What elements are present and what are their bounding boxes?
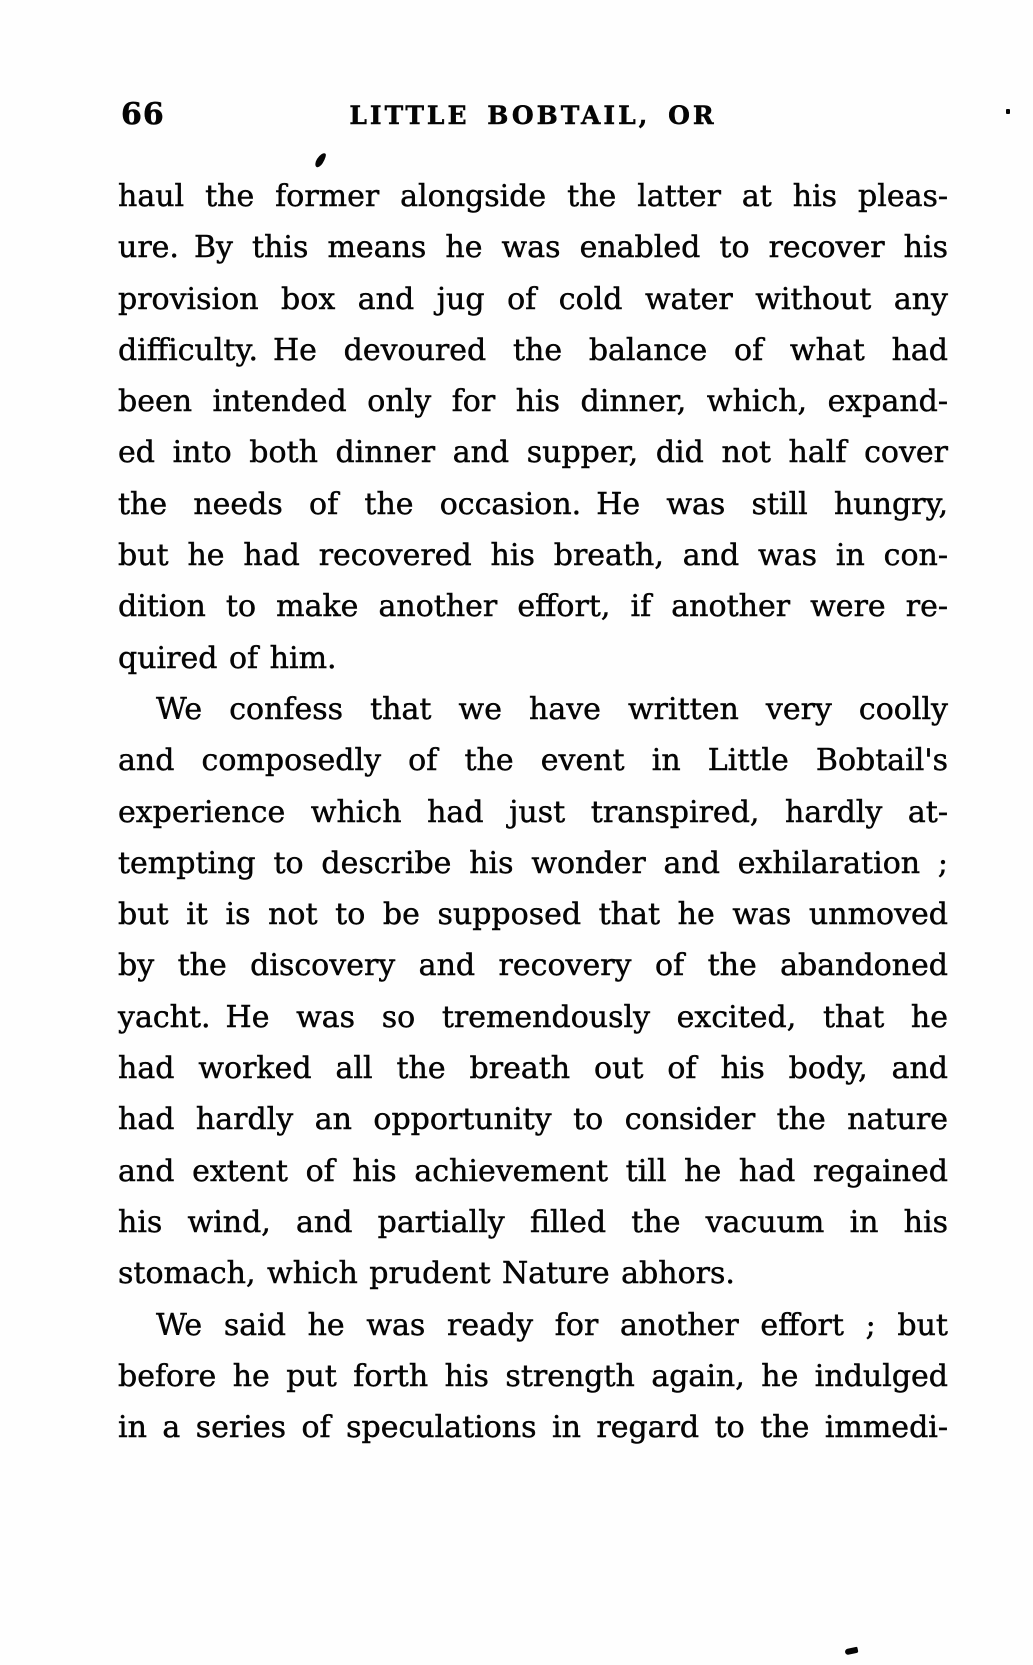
text-line: had worked all the breath out of his body, and xyxy=(118,1051,948,1087)
text-line: yacht. He was so tremendously excited, that he xyxy=(118,999,948,1035)
text-line: difficulty. He devoured the balance of what had xyxy=(118,332,948,368)
scan-artifact-apostrophe xyxy=(313,151,327,168)
page-number: 66 xyxy=(121,97,165,132)
text-line: before he put forth his strength again, he indulged xyxy=(118,1358,948,1394)
text-line: dition to make another effort, if another were re- xyxy=(118,589,948,625)
scan-artifact-dot xyxy=(1006,109,1010,114)
text-line: stomach, which prudent Nature abhors. xyxy=(118,1256,735,1292)
text-line: had hardly an opportunity to consider the nature xyxy=(118,1102,948,1138)
text-line: We confess that we have written very coolly xyxy=(156,691,948,727)
scan-artifact-speck xyxy=(845,1647,859,1656)
text-line: tempting to describe his wonder and exhilaration ; xyxy=(118,845,948,881)
text-line: but he had recovered his breath, and was in con- xyxy=(118,538,948,574)
text-line: and extent of his achievement till he had regained xyxy=(118,1153,948,1189)
text-line: in a series of speculations in regard to the immedi- xyxy=(118,1410,948,1446)
text-line: ed into both dinner and supper, did not half cover xyxy=(118,435,948,471)
text-line: experience which had just transpired, hardly at- xyxy=(118,794,948,830)
text-line: We said he was ready for another effort ; but xyxy=(156,1307,948,1343)
text-line: haul the former alongside the latter at his pleas- xyxy=(118,179,948,214)
text-line: the needs of the occasion. He was still hungry, xyxy=(118,486,948,522)
text-line: his wind, and partially filled the vacuum in his xyxy=(118,1204,948,1240)
text-line: been intended only for his dinner, which, expand- xyxy=(118,384,948,420)
text-line: provision box and jug of cold water without any xyxy=(118,281,948,317)
text-block xyxy=(118,171,948,1453)
paragraph xyxy=(118,171,948,684)
text-line: but it is not to be supposed that he was unmoved xyxy=(118,897,948,933)
text-line: quired of him. xyxy=(118,640,337,676)
text-line: and composedly of the event in Little Bobtail's xyxy=(118,743,948,779)
running-header: LITTLE BOBTAIL, OR xyxy=(349,101,717,130)
paragraph xyxy=(118,1300,948,1454)
text-line: ure. By this means he was enabled to recover his xyxy=(118,230,948,266)
text-line: by the discovery and recovery of the abandoned xyxy=(118,948,948,984)
paragraph xyxy=(118,684,948,1300)
